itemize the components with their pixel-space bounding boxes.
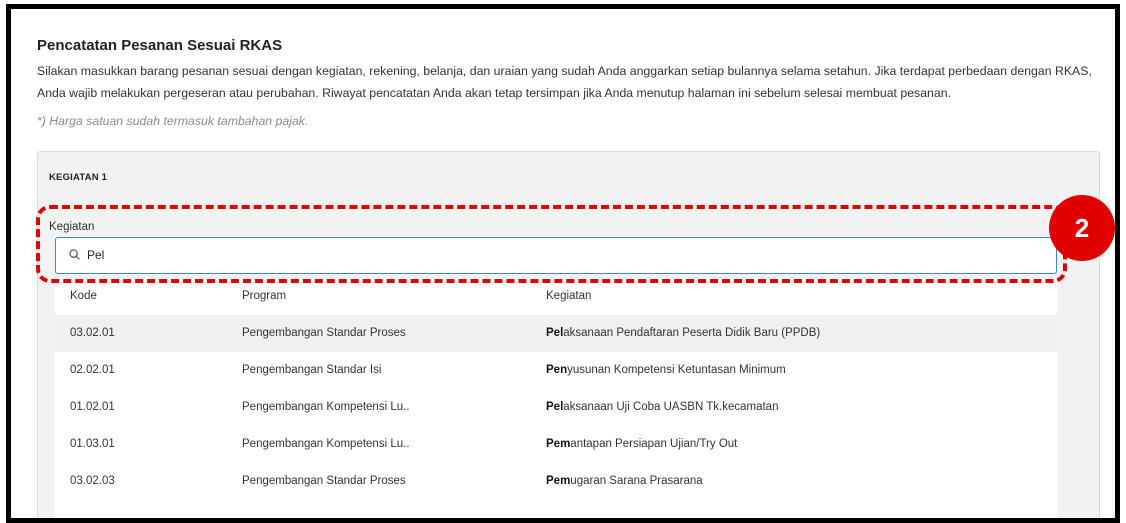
option-kode: 03.02.03 [70,475,115,487]
option-kegiatan [546,438,737,450]
dropdown-option[interactable] [55,352,1057,389]
option-kegiatan [546,401,778,413]
option-kode: 01.03.01 [70,438,115,450]
option-kegiatan [546,475,703,487]
option-kegiatan-rest: antapan Persiapan Ujian/Try Out [570,438,738,450]
dropdown-option[interactable] [55,426,1057,463]
kegiatan-dropdown [55,278,1057,523]
match-highlight: Pem [546,475,571,487]
dropdown-option[interactable] [55,463,1057,500]
page-title: Pencatatan Pesanan Sesuai RKAS [37,37,283,54]
screenshot-frame [6,4,1120,523]
match-highlight: Pem [546,438,571,450]
option-program: Pengembangan Kompetensi Lu.. [242,401,410,413]
page-description: Silakan masukkan barang pesanan sesuai dengan kegiatan, rekening, belanja, dan uraian yang sudah Anda anggarkan setiap bulannya selama setahun. Jika terdapat perbedaan dengan RKAS, Anda wajib melakukan pergeseran atau perubahan. Riwayat pencatatan Anda akan tetap tersimpan jika Anda menutup halaman ini sebelum selesai membuat pesanan. [37,64,1092,100]
option-kode: 01.02.01 [70,401,115,413]
kegiatan-panel [37,151,1100,523]
option-kegiatan [546,364,786,376]
tax-note: *) Harga satuan sudah termasuk tambahan pajak. [37,114,309,128]
dropdown-option[interactable] [55,389,1057,426]
option-kegiatan-rest: aksanaan Uji Coba UASBN Tk.kecamatan [563,401,779,413]
option-kegiatan-rest: yusunan Kompetensi Ketuntasan Minimum [567,364,786,376]
match-highlight: Pel [546,401,564,413]
dropdown-option[interactable] [55,315,1057,352]
section-label: KEGIATAN 1 [49,172,108,183]
option-kegiatan [546,327,820,339]
option-program: Pengembangan Standar Isi [242,364,382,376]
header-program: Program [242,290,287,302]
option-program: Pengembangan Standar Proses [242,475,406,487]
option-kode: 03.02.01 [70,327,115,339]
match-highlight: Pel [546,327,564,339]
option-kegiatan-rest: aksanaan Pendaftaran Peserta Didik Baru (PPDB) [563,327,821,339]
header-kegiatan: Kegiatan [546,290,592,302]
step-badge: 2 [1049,195,1115,261]
kegiatan-field-label: Kegiatan [49,221,95,233]
match-highlight: Pen [546,364,568,376]
option-program: Pengembangan Standar Proses [242,327,406,339]
option-kegiatan-rest: ugaran Sarana Prasarana [570,475,703,487]
dropdown-header [55,278,1057,315]
option-program: Pengembangan Kompetensi Lu.. [242,438,410,450]
search-icon [69,249,80,260]
header-kode: Kode [70,290,97,302]
kegiatan-search-field[interactable] [55,237,1057,274]
option-kode: 02.02.01 [70,364,115,376]
kegiatan-search-input[interactable] [87,246,987,264]
